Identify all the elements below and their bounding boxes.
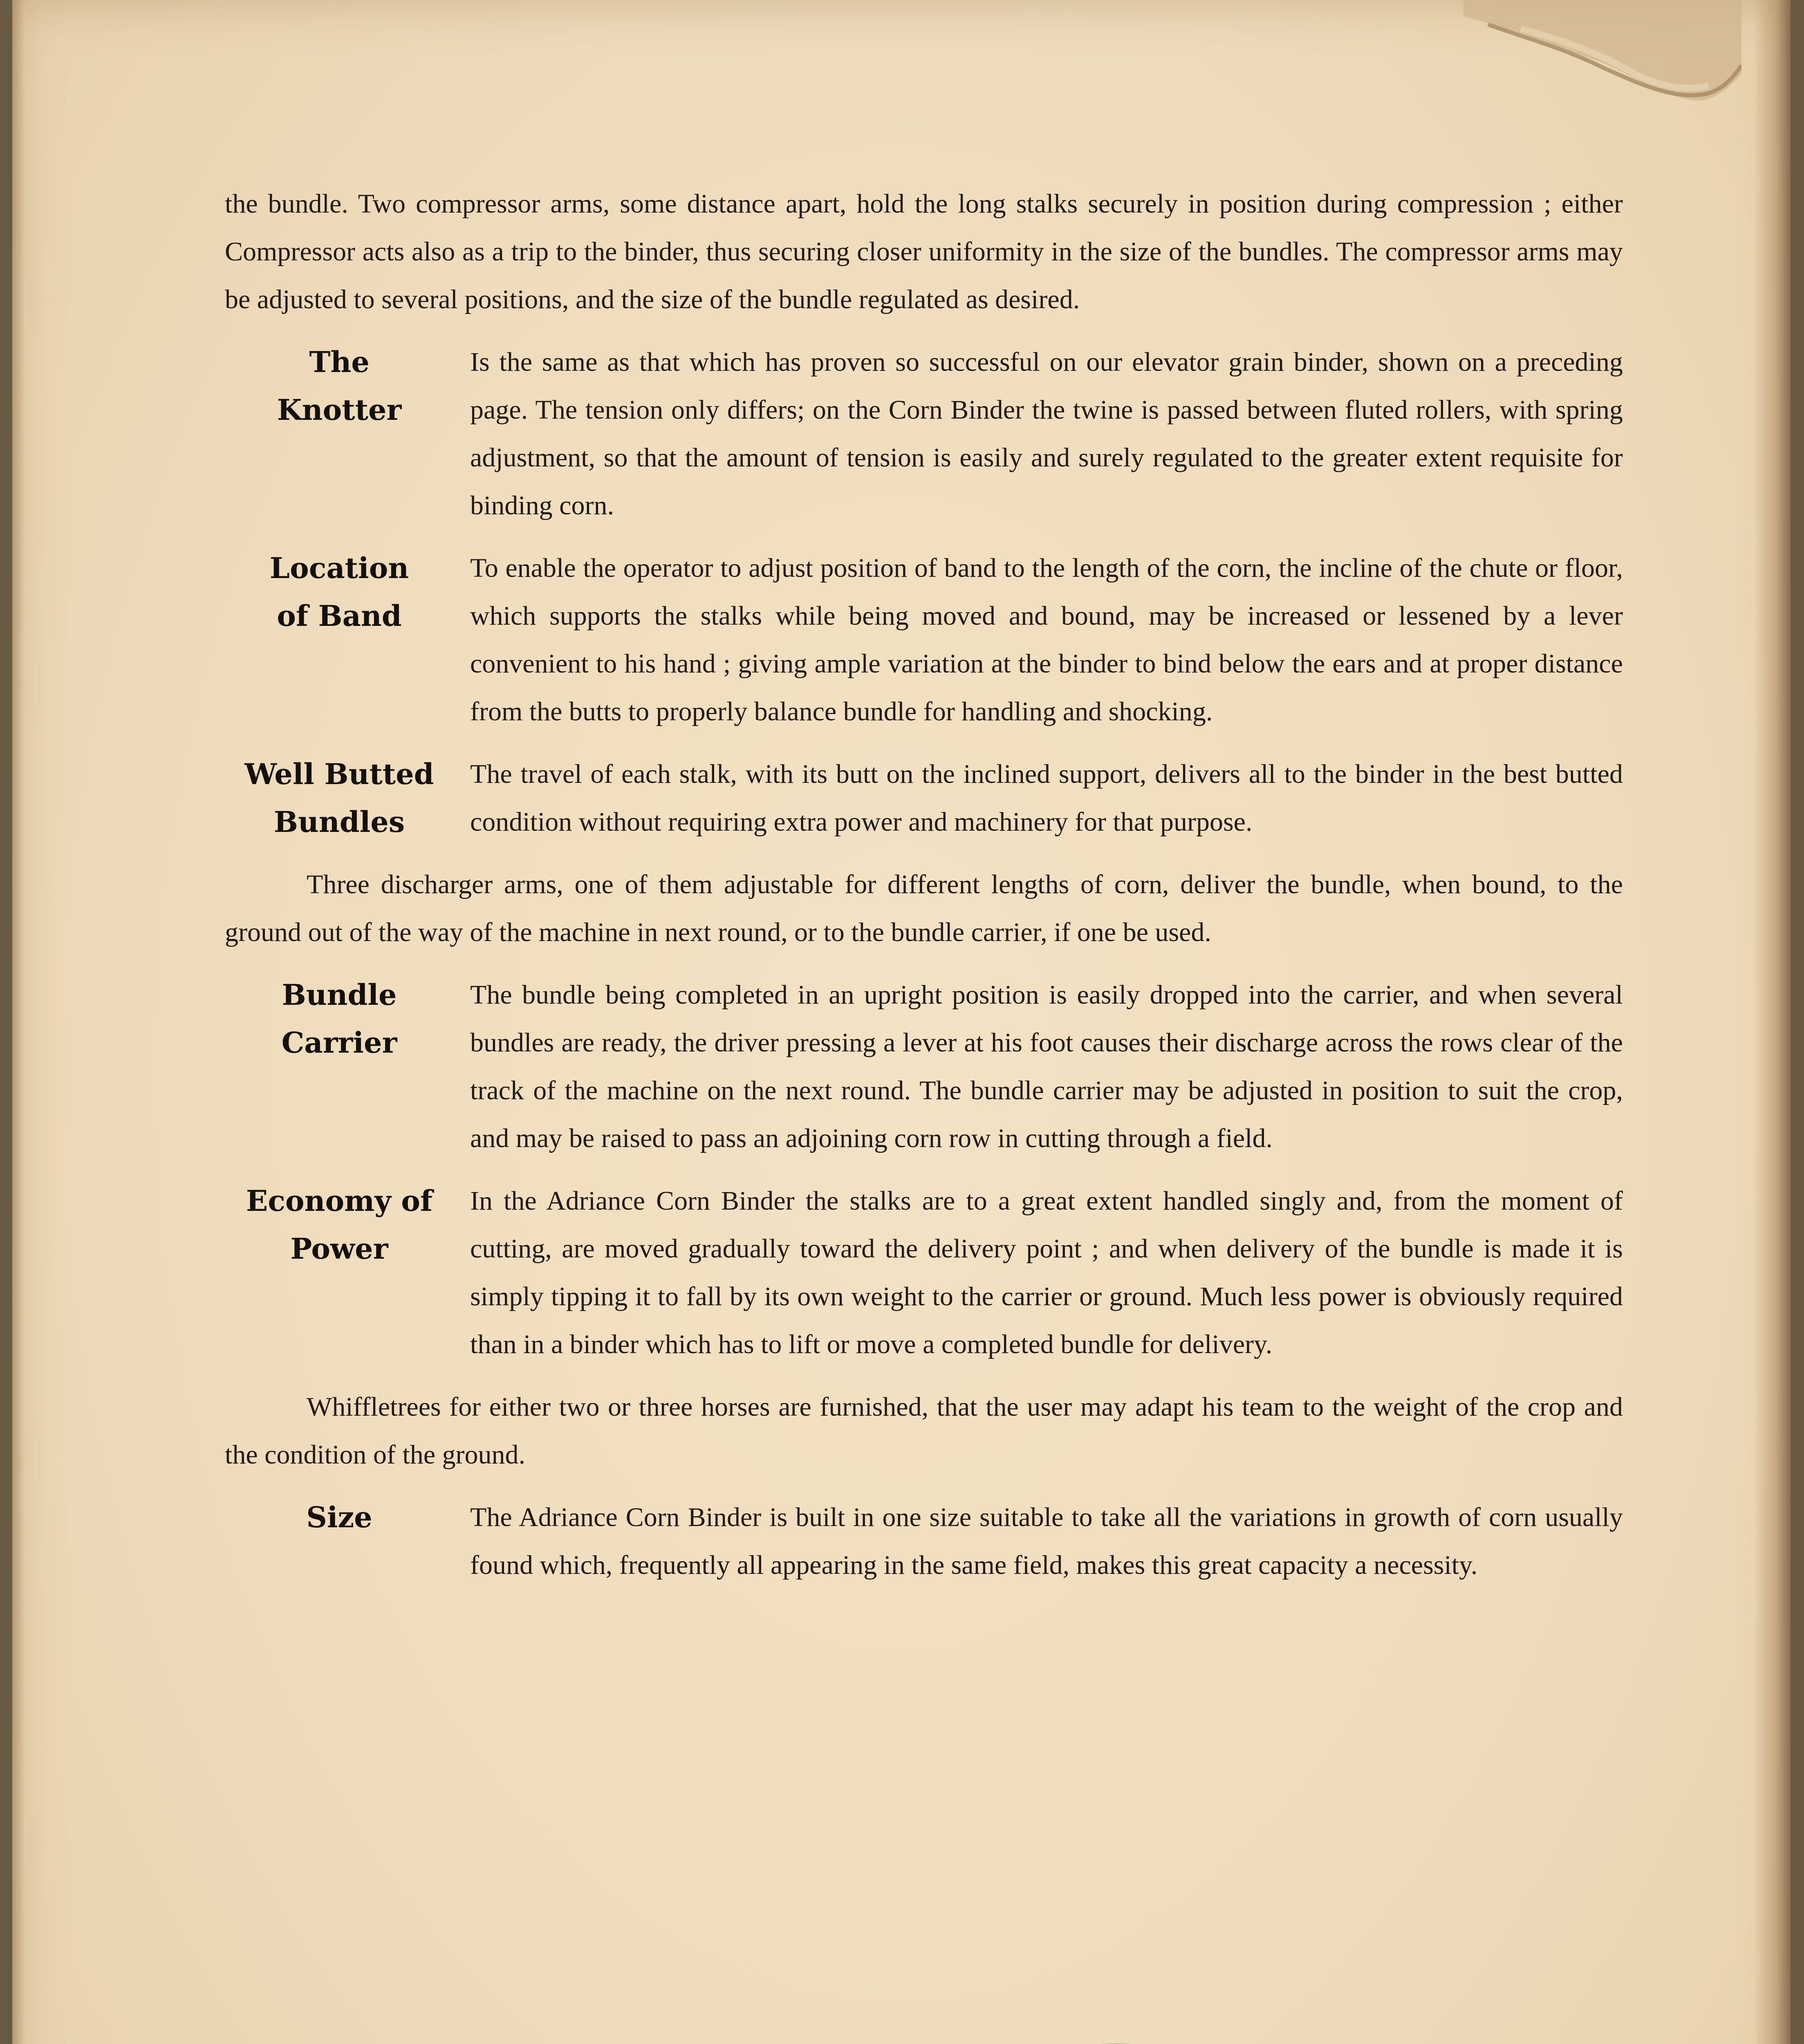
side-heading: [225, 544, 470, 735]
whiffletrees-paragraph: Whiffletrees for either two or three horses are furnished, that the user may adapt his team to the weight of the crop and the condition of the ground.: [225, 1392, 1623, 1470]
section-body: The travel of each stalk, with its butt on the inclined support, delivers all to the binder in the best butted condition without requiring extra power and machinery for that purpose.: [470, 759, 1623, 837]
discharger-paragraph: Three discharger arms, one of them adjustable for different lengths of corn, deliver the bundle, when bound, to the ground out of the way of the machine in next round, or to the bundle carrier, if one be used.: [225, 870, 1623, 947]
section-size: [225, 1493, 1623, 1589]
page-left-edge-shadow: [12, 0, 25, 2044]
article-text: [225, 180, 1623, 1604]
side-heading: [225, 971, 470, 1162]
side-heading: [225, 1493, 470, 1589]
side-heading-line: The: [309, 345, 370, 379]
side-heading-line: Location: [269, 551, 409, 585]
side-heading-line: Bundle: [282, 978, 397, 1012]
section-bundle-carrier: [225, 971, 1623, 1162]
side-heading-line: Knotter: [277, 393, 402, 427]
section-body: The bundle being completed in an upright position is easily dropped into the carrier, and when several bundles are ready, the driver pressing a lever at his foot causes their discharge across the rows clear of the track of the machine on the next round. The bundle carrier may be adjusted in position to suit the crop, and may be raised to pass an adjoining corn row in cutting through a field.: [470, 980, 1623, 1153]
page-right-edge-shadow: [1754, 0, 1791, 2044]
opening-paragraph: the bundle. Two compressor arms, some distance apart, hold the long stalks securely in position during compression ; either Compressor acts also as a trip to the binder, thus securing closer uniformity in the size of the bundles. The compressor arms may be adjusted to several positions, and the size of the bundle regulated as desired.: [225, 189, 1623, 314]
section-economy-of-power: [225, 1177, 1623, 1368]
section-body: Is the same as that which has proven so successful on our elevator grain binder, shown on a preceding page. The tension only differs; on the Corn Binder the twine is passed between fluted rollers, with spring adjustment, so that the amount of tension is easily and surely regulated to the greater extent requisite for binding corn.: [470, 347, 1623, 520]
section-body: To enable the operator to adjust position of band to the length of the corn, the incline of the chute or floor, which supports the stalks while being moved and bound, may be increased or lessened by a lever convenient to his hand ; giving ample variation at the binder to bind below the ears and at proper distance from the butts to properly balance bundle for handling and shocking.: [470, 553, 1623, 726]
section-body: The Adriance Corn Binder is built in one size suitable to take all the variations in growth of corn usually found which, frequently all appearing in the same field, makes this great capacity a necessity.: [470, 1502, 1623, 1580]
side-heading-line: Carrier: [281, 1026, 397, 1060]
company-logo: [441, 2036, 1488, 2044]
catalog-page: [12, 0, 1791, 2044]
side-heading-line: Power: [290, 1232, 388, 1266]
side-heading-line: Bundles: [273, 805, 405, 839]
side-heading-line: Well Butted: [244, 757, 434, 791]
side-heading-line: Economy of: [246, 1184, 433, 1218]
side-heading-line: Size: [306, 1500, 372, 1534]
section-the-knotter: [225, 338, 1623, 529]
side-heading-line: of Band: [277, 599, 402, 633]
torn-corner-damage: [1463, 0, 1741, 106]
section-location-of-band: [225, 544, 1623, 735]
side-heading: [225, 1177, 470, 1368]
side-heading: [225, 750, 470, 846]
section-body: In the Adriance Corn Binder the stalks are to a great extent handled singly and, from the moment of cutting, are moved gradually toward the delivery point ; and when delivery of the bundle is made it is simply tipping it to fall by its own weight to the carrier or ground. Much less power is obviously required than in a binder which has to lift or move a completed bundle for delivery.: [470, 1186, 1623, 1359]
section-well-butted-bundles: [225, 750, 1623, 846]
side-heading: [225, 338, 470, 529]
logo-text: [441, 2036, 1488, 2044]
